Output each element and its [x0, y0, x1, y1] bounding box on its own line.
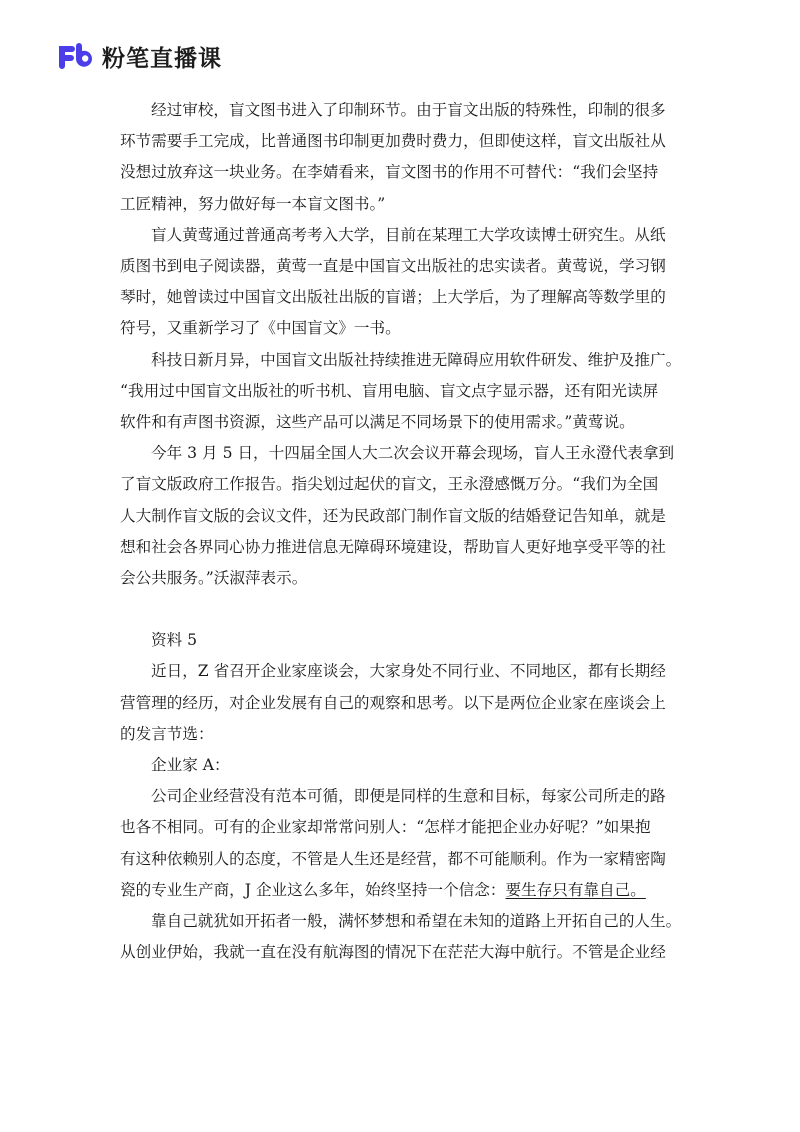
- text-line: 公司企业经营没有范本可循，即便是同样的生意和目标，每家公司所走的路: [151, 787, 666, 806]
- text-line: 有这种依赖别人的态度，不管是人生还是经营，都不可能顺利。作为一家精密陶: [120, 849, 666, 868]
- text-line: 想和社会各界同心协力推进信息无障碍环境建设，帮助盲人更好地享受平等的社: [120, 537, 666, 556]
- text-line: 质图书到电子阅读器，黄莺一直是中国盲文出版社的忠实读者。黄莺说，学习钢: [120, 257, 666, 276]
- text-line: 符号，又重新学习了《中国盲文》一书。: [120, 319, 401, 338]
- paragraph-4: [120, 438, 692, 594]
- page-header: [56, 40, 222, 72]
- speaker-label: 企业家 A：: [151, 756, 230, 775]
- text-line: 靠自己就犹如开拓者一般，满怀梦想和希望在未知的道路上开拓自己的人生。: [151, 912, 682, 931]
- text-line: 近日，Z 省召开企业家座谈会，大家身处不同行业、不同地区，都有长期经: [151, 662, 666, 681]
- text-line: 软件和有声图书资源，这些产品可以满足不同场景下的使用需求。”黄莺说。: [120, 413, 635, 432]
- text-line: 了盲文版政府工作报告。指尖划过起伏的盲文，王永澄感慨万分。“我们为全国: [120, 475, 659, 494]
- text-line: [120, 875, 692, 906]
- section-heading: 资料 5: [151, 631, 198, 650]
- fb-logo-icon: [56, 42, 96, 70]
- paragraph-3: [120, 345, 692, 439]
- section-spacer: [120, 594, 692, 625]
- text-line: 营管理的经历，对企业发展有自己的观察和思考。以下是两位企业家在座谈会上: [120, 693, 666, 712]
- text-line: 没想过放弃这一块业务。在李婧看来，盲文图书的作用不可替代：“我们会坚持: [120, 163, 659, 182]
- paragraph-5: [120, 656, 692, 750]
- text-line: 环节需要手工完成，比普通图书印制更加费时费力，但即使这样，盲文出版社从: [120, 132, 666, 151]
- text-line: 从创业伊始，我就一直在没有航海图的情况下在茫茫大海中航行。不管是企业经: [120, 943, 666, 962]
- text-line: 的发言节选：: [120, 724, 214, 743]
- paragraph-6: [120, 781, 692, 906]
- document-body: [120, 95, 692, 968]
- text-line: 也各不相同。可有的企业家却常常问别人：“怎样才能把企业办好呢？”如果抱: [120, 818, 651, 837]
- text-line: 琴时，她曾读过中国盲文出版社出版的盲谱；上大学后，为了理解高等数学里的: [120, 288, 666, 307]
- text-line: 经过审校，盲文图书进入了印制环节。由于盲文出版的特殊性，印制的很多: [151, 101, 666, 119]
- text-line: 盲人黄莺通过普通高考考入大学，目前在某理工大学攻读博士研究生。从纸: [151, 225, 666, 244]
- text-line: 今年 3 月 5 日，十四届全国人大二次会议开幕会现场，盲人王永澄代表拿到: [151, 444, 675, 463]
- underlined-belief: 要生存只有靠自己。: [505, 880, 646, 899]
- text-line: “我用过中国盲文出版社的听书机、盲用电脑、盲文点字显示器，还有阳光读屏: [120, 381, 659, 400]
- text-line: 科技日新月异，中国盲文出版社持续推进无障碍应用软件研发、维护及推广。: [151, 350, 682, 369]
- text-line: 工匠精神，努力做好每一本盲文图书。”: [120, 194, 386, 213]
- text-line: 会公共服务。”沃淑萍表示。: [120, 569, 308, 588]
- paragraph-7: [120, 906, 692, 968]
- text-segment: 瓷的专业生产商，J 企业这么多年，始终坚持一个信念：: [120, 880, 506, 899]
- paragraph-1: [120, 95, 692, 220]
- brand-name: 粉笔直播课: [102, 45, 222, 72]
- text-line: 人大制作盲文版的会议文件，还为民政部门制作盲文版的结婚登记告知单，就是: [120, 506, 666, 525]
- paragraph-2: [120, 220, 692, 345]
